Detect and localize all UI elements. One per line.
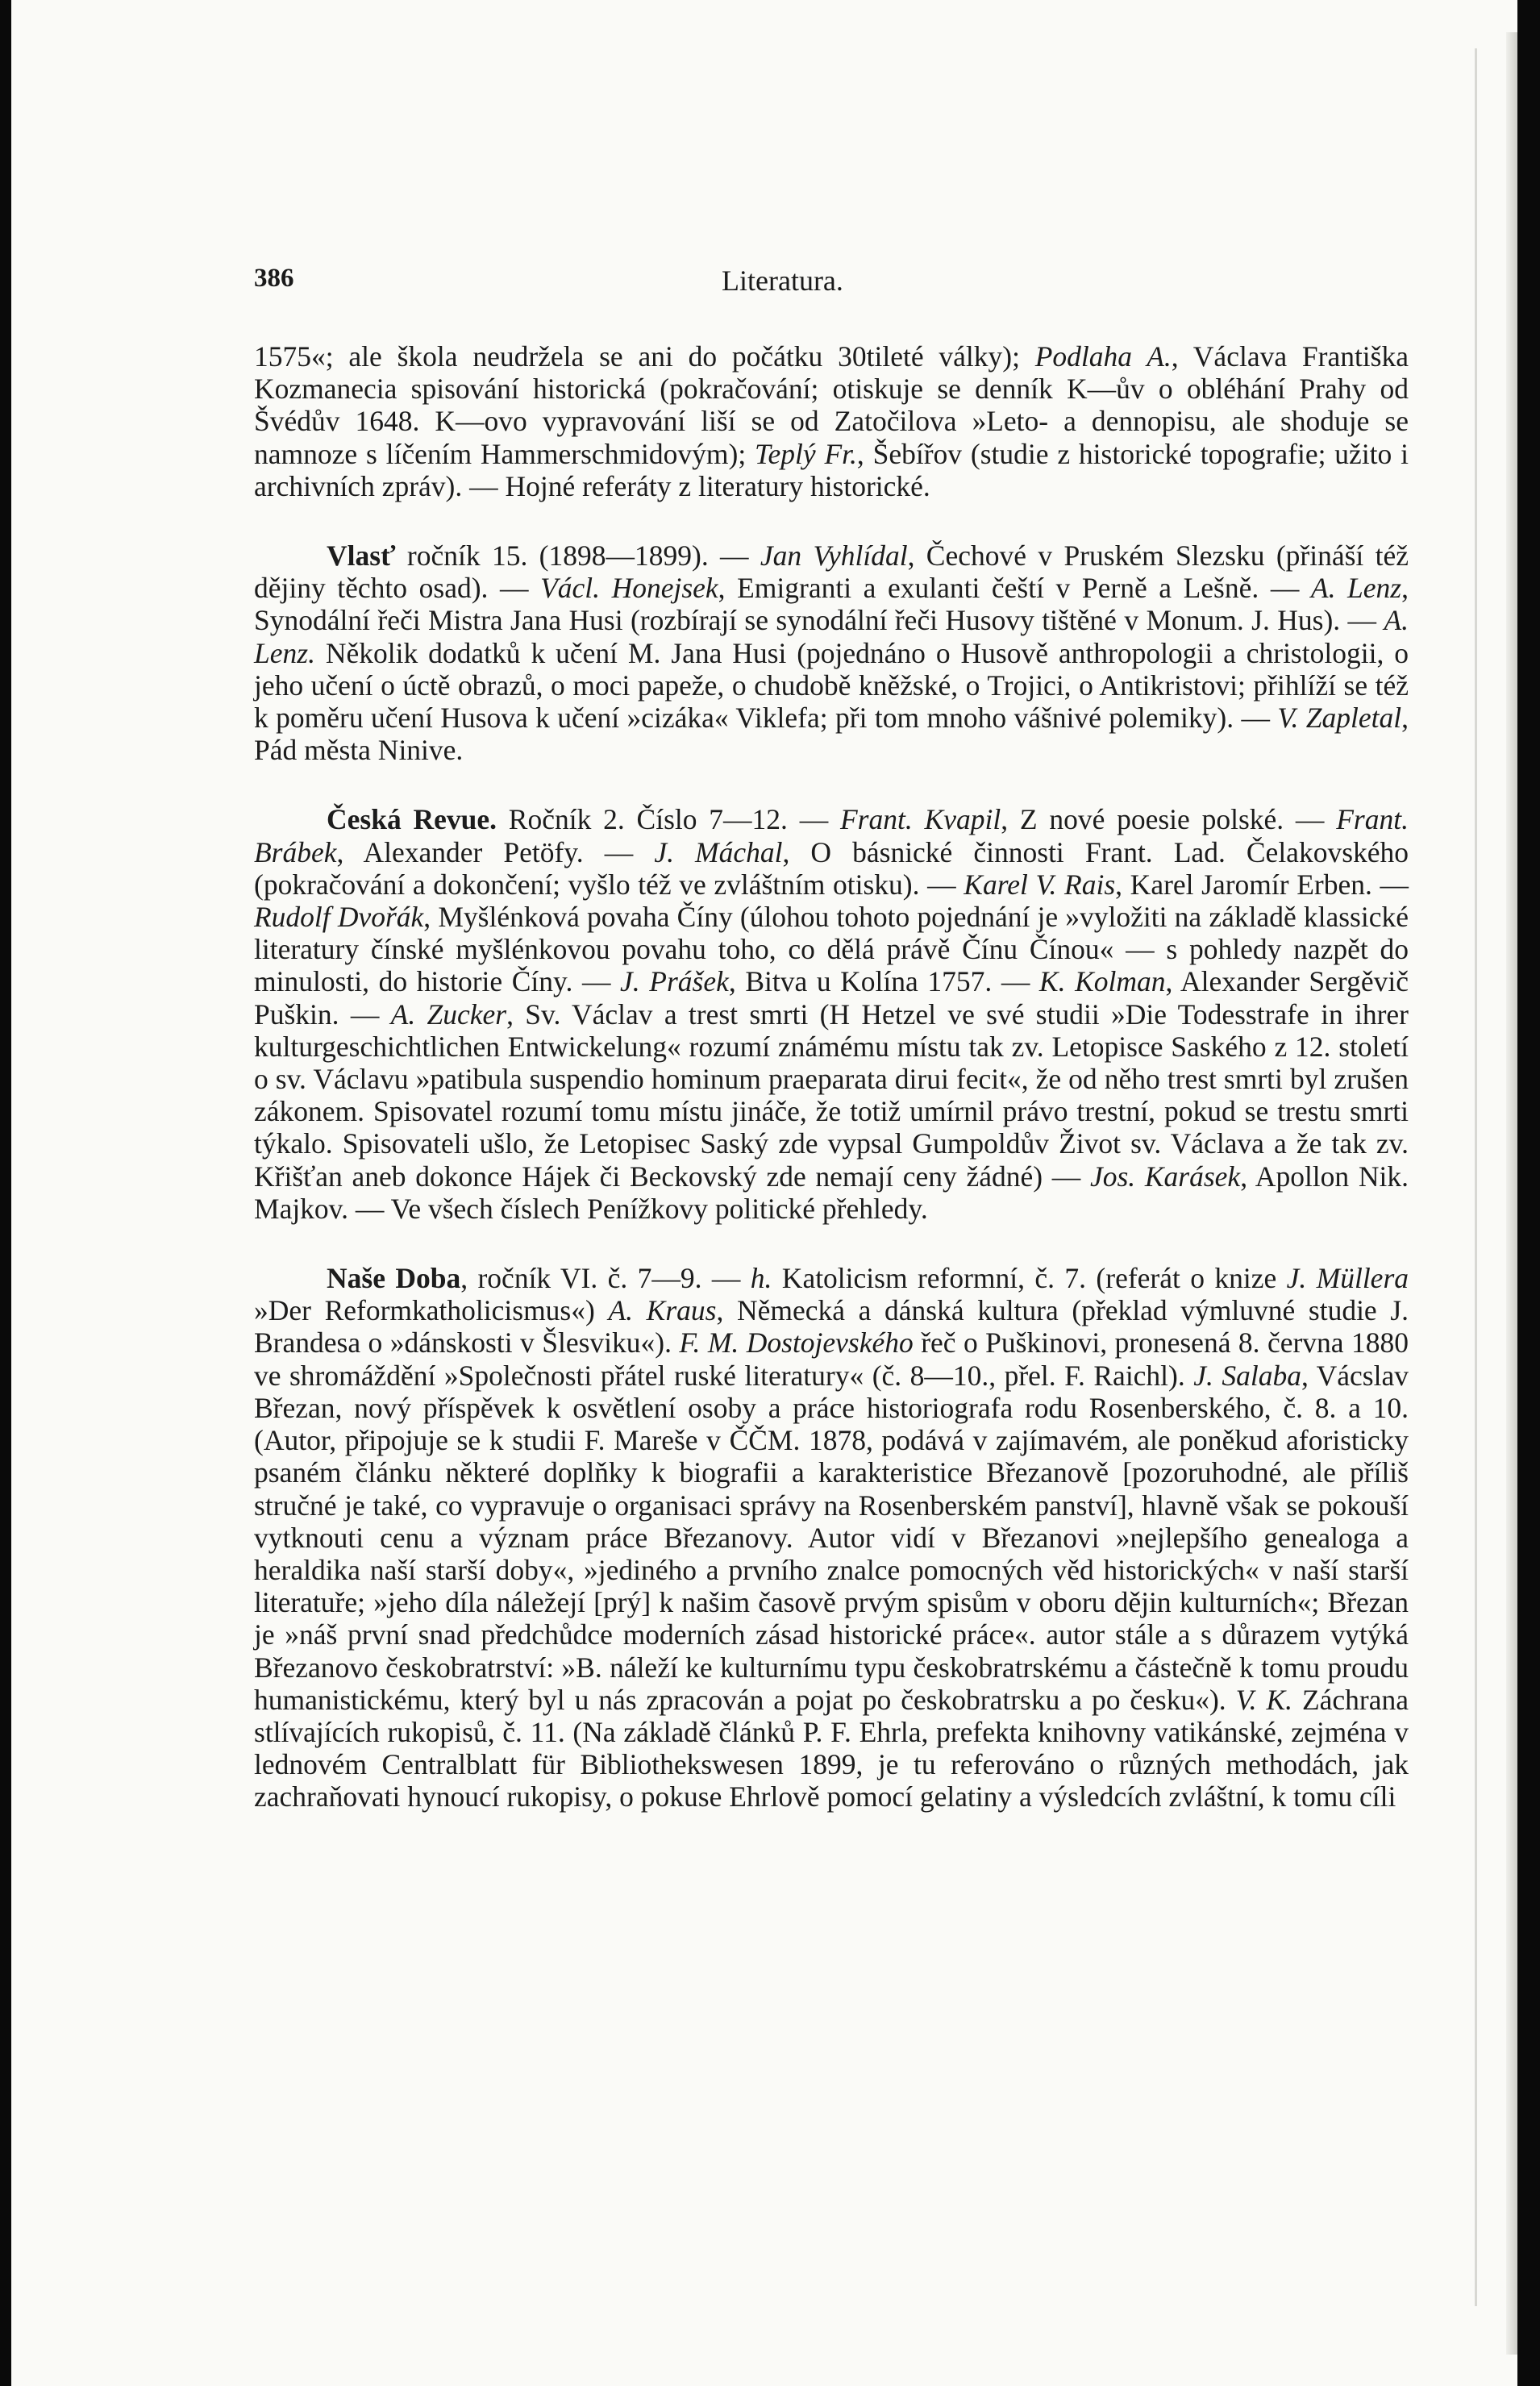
running-head (254, 264, 1409, 299)
text-run: ročník 15. (1898—1899). — (395, 539, 760, 573)
italic-run: J. Salaba (1193, 1359, 1301, 1392)
text-run: , Emigranti a exulanti čeští v Perně a Lešně. — (718, 572, 1311, 605)
text-run: 1575«; ale škola neudržela se ani do počátku 30tileté války); (254, 340, 1035, 373)
italic-run: Podlaha A. (1034, 340, 1172, 373)
text-run: , Z nové poesie polské. — (1001, 803, 1337, 836)
text-run: »Der Reformkatholicismus«) (254, 1294, 609, 1327)
text-run: , Alexander Petöfy. — (336, 835, 655, 868)
text-run: Záchrana stlívajících rukopisů, č. 11. (Na základě článků P. F. Ehrla, prefekta knihovny vatikánské, zejména v lednovém Centralblatt für Bibliothekswesen 1899, je tu referováno o různých methodách, jak zachraňovati hynoucí rukopisy, o pokuse Ehrlově pomocí gelatiny a výsledcích zvláštní, k tomu cíli (254, 1683, 1409, 1813)
text-run: , Myšlénková povaha Číny (úlohou tohoto pojednání je »vyložiti na základě klassické literatury čínské myšlénkovou povahu toho, co dělá právě Čínu Čínou« — s pohledy nazpět do minulosti, do historie Číny. — (254, 901, 1409, 998)
text-run: , Karel Jaromír Erben. — (1115, 868, 1409, 901)
italic-run: Václ. Honejsek (540, 572, 718, 605)
text-run: , Apollon Nik. Majkov. — Ve všech číslech Penížkovy politické přehledy. (254, 1160, 1409, 1225)
text-run: řeč o Puškinovi, pronesená 8. června 1880 ve shromáždění »Společnosti přátel ruské literatury« (č. 8—10., přel. F. Raichl). (254, 1326, 1409, 1392)
bold-run: Česká Revue. (327, 803, 497, 836)
italic-run: A. Kraus (608, 1294, 717, 1327)
italic-run: J. Müllera (1286, 1262, 1409, 1295)
text-run: , Synodální řeči Mistra Jana Husi (rozbírají se synodální řeči Husovy tištěné v Monum. J. Hus). — (254, 572, 1409, 637)
italic-run: J. Máchal (654, 835, 783, 868)
bold-run: Vlasť (327, 539, 396, 573)
text-run: , Čechové v Pruském Slezsku (přináší též dějiny těchto osad). — (254, 539, 1409, 605)
text-run: , ročník VI. č. 7—9. — (460, 1262, 751, 1295)
bold-run: Naše Doba (327, 1262, 461, 1295)
text-run: , Pád města Ninive. (254, 702, 1409, 767)
italic-run: Teplý Fr. (755, 437, 857, 470)
italic-run: A. Zucker (390, 997, 507, 1031)
italic-run: A. Lenz. (254, 604, 1409, 669)
italic-run: F. M. Dostojevského (679, 1326, 914, 1360)
scanned-page (11, 0, 1517, 2386)
text-column (254, 340, 1409, 1813)
text-run: Několik dodatků k učení M. Jana Husi (pojednáno o Husově anthropologii a christologii, o jeho učení o úctě obrazů, o moci papeže, o chudobě kněžské, o Trojici, o Antikristovi; přihlíží se též k poměru učení Husova k učení »cizáka« Viklefa; při tom mnoho vášnivé polemiky). — (254, 636, 1409, 735)
paragraph-ceska-revue (254, 803, 1409, 1225)
section-title: Literatura. (722, 264, 843, 297)
italic-run: V. Zapletal (1277, 702, 1402, 735)
italic-run: Frant. Brábek (254, 803, 1409, 868)
paragraph-vlast (254, 539, 1409, 766)
paragraph-podlaha (254, 340, 1409, 502)
text-run: , Sv. Václav a trest smrti (H Hetzel ve své studii »Die Todesstrafe in ihrer kulturgeschichtlichen Entwickelung« rozumí známému místu tak zv. Letopisce Saského z 12. století o sv. Václavu »patibula suspendio hominum praeparata dirui fecit«, že od něho trest smrti byl zrušen zákonem. Spisovatel rozumí tomu místu jináče, že totiž umírnil právo trestní, pokud se trestu smrti týkalo. Spisovateli ušlo, že Letopisec Saský zde vypsal Gumpoldův Život sv. Václava a že tak zv. Křišťan aneb dokonce Hájek či Beckovský zde nemají ceny žádné) — (254, 997, 1409, 1193)
italic-run: K. Kolman (1038, 965, 1166, 998)
text-run: , Německá a dánská kultura (překlad výmluvné studie J. Brandesa o »dánskosti v Šlesviku«). (254, 1294, 1409, 1360)
italic-run: Frant. Kvapil (840, 803, 1001, 836)
italic-run: h. (750, 1262, 772, 1295)
text-run: , O básnické činnosti Frant. Lad. Čelakovského (pokračování a dokončení; vyšlo též ve zvláštním otisku). — (254, 835, 1409, 901)
text-run: , Vácslav Březan, nový příspěvek k osvětlení osoby a práce historiografa rodu Rosenberského, č. 8. a 10. (Autor, připojuje se k studii F. Mareše v ČČM. 1878, podává v zajímavém, ale poněkud aforisticky psaném článku některé doplňky k biografii a karakteristice Březanově [pozoruhodné, ale příliš stručné je také, co vypravuje o organisaci správy na Rosenberském panství], hlavně však se pokouší vytknouti cenu a význam práce Březanovy. Autor vidí v Březanovi »nejlepšího genealoga a heraldika naší starší doby«, »jediného a prvního znalce pomocných věd historických« v naší starší literatuře; »jeho díla náležejí [prý] k našim časově prvým spisům v oboru dějin kulturních«; Březan je »náš první snad předchůdce moderních zásad historické práce«. autor stále a s důrazem vytýká Březanovo českobratrství: »B. náleží ke kulturnímu typu českobratrskému a částečně k tomu proudu humanistickému, který byl u nás zpracován a pojat po českobratrsku a po česku«). (254, 1359, 1409, 1716)
text-run: Katolicism reformní, č. 7. (referát o knize (772, 1262, 1287, 1295)
italic-run: J. Prášek (620, 965, 729, 998)
italic-run: Rudolf Dvořák (254, 901, 424, 934)
text-run: Ročník 2. Číslo 7—12. — (497, 803, 840, 836)
paragraph-nase-doba (254, 1262, 1409, 1813)
italic-run: Jos. Karásek (1089, 1160, 1241, 1193)
italic-run: V. K. (1235, 1683, 1293, 1716)
page-number: 386 (254, 264, 294, 293)
text-run: , Bitva u Kolína 1757. — (728, 965, 1039, 998)
text-run: , Václava Františka Kozmanecia spisování historická (pokračování; otiskuje se denník K—ův o obléhání Prahy od Švédův 1648. K—ovo vypravování liší se od Zatočilova »Leto- a dennopisu, ale shoduje se namnoze s líčením Hammerschmidovým); (254, 340, 1409, 470)
italic-run: A. Lenz (1310, 572, 1402, 605)
text-run: , Alexander Sergěvič Puškin. — (254, 965, 1409, 1031)
italic-run: Karel V. Rais (964, 868, 1116, 901)
text-run: , Šebířov (studie z historické topografie; užito i archivních zpráv). — Hojné referáty z literatury historické. (254, 437, 1409, 502)
italic-run: Jan Vyhlídal (760, 539, 908, 573)
